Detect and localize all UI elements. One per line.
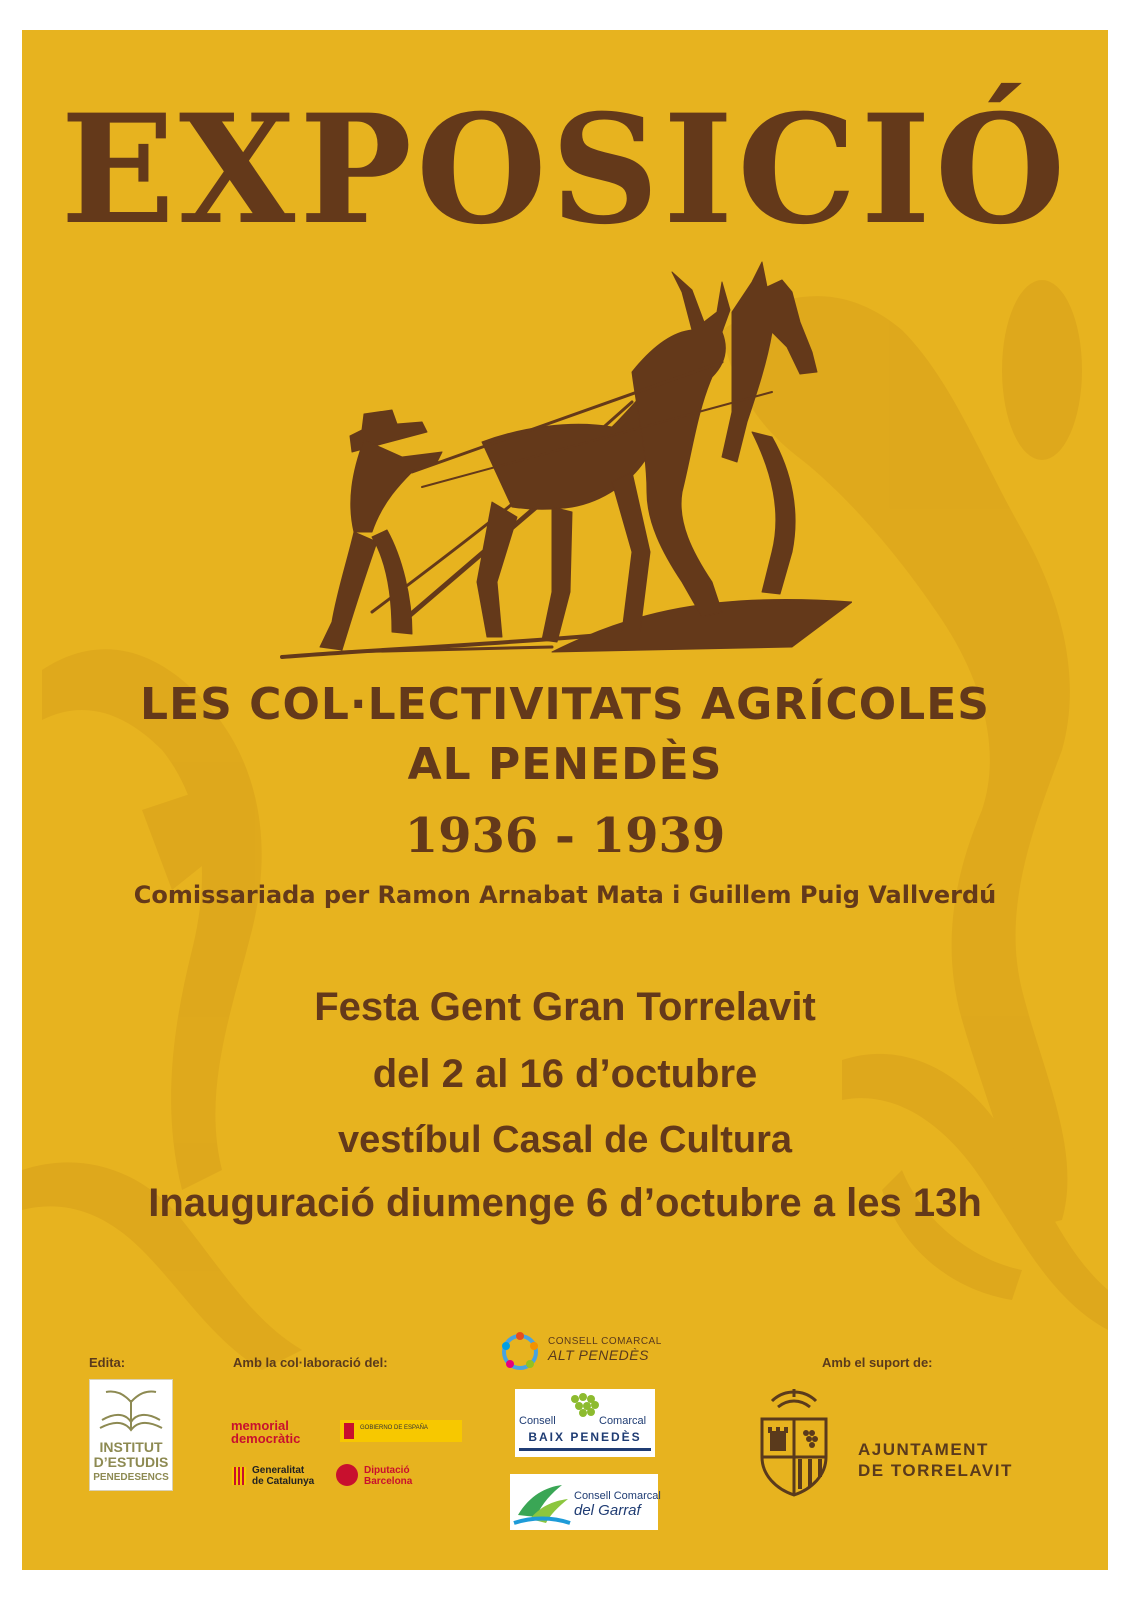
baix-penedes-underline (519, 1448, 651, 1451)
poster (22, 30, 1108, 1570)
circle-people-icon (498, 1330, 542, 1374)
baix-penedes-line-1a: Consell (519, 1415, 556, 1427)
ploughing-illustration (252, 252, 852, 682)
alt-penedes-line-2: ALT PENEDÈS (548, 1347, 649, 1363)
subtitle-line-1: LES COL·LECTIVITATS AGRÍCOLES (140, 679, 990, 730)
alt-penedes-line-1: CONSELL COMARCAL (548, 1336, 662, 1347)
exhibition-title: EXPOSICIÓ (60, 82, 1070, 258)
alt-penedes-logo (498, 1330, 668, 1374)
iep-line-2: D’ESTUDIS (93, 1454, 169, 1470)
event-opening: Inauguració diumenge 6 d’octubre a les 13h (148, 1181, 982, 1225)
curators-credit: Comissariada per Ramon Arnabat Mata i Guillem Puig Vallverdú (133, 881, 997, 909)
generalitat-line-2: de Catalunya (252, 1476, 315, 1487)
memorial-line-2: democràtic (231, 1431, 301, 1446)
baix-penedes-logo (515, 1389, 655, 1457)
memorial-democratic-logo (231, 1419, 300, 1445)
ajuntament-line-1: AJUNTAMENT (858, 1440, 989, 1459)
diputacio-line-1: Diputació (364, 1465, 410, 1476)
book-icon (90, 1380, 172, 1436)
event-venue: vestíbul Casal de Cultura (337, 1119, 792, 1161)
memorial-line-1: memorial (231, 1418, 289, 1433)
gobierno-text: GOBIERNO DE ESPAÑA (360, 1425, 428, 1431)
support-label: Amb el suport de: (822, 1355, 933, 1370)
gobierno-logo (340, 1420, 462, 1442)
collaboration-label: Amb la col·laboració del: (233, 1355, 388, 1370)
baix-penedes-line-1b: Comarcal (599, 1415, 647, 1427)
diputacio-seal-icon (336, 1464, 358, 1486)
iep-line-1: INSTITUT (99, 1439, 163, 1455)
years-range: 1936 - 1939 (404, 808, 726, 864)
iep-line-3: PENEDESENCS (93, 1472, 169, 1483)
shield-icon (344, 1423, 354, 1439)
event-name: Festa Gent Gran Torrelavit (314, 985, 816, 1029)
grapes-icon (567, 1391, 603, 1421)
event-dates: del 2 al 16 d’octubre (372, 1052, 758, 1096)
baix-penedes-line-2: BAIX PENEDÈS (528, 1430, 642, 1444)
diputacio-line-2: Barcelona (364, 1476, 413, 1487)
ajuntament-line-2: DE TORRELAVIT (858, 1461, 1013, 1480)
senyera-icon (232, 1467, 246, 1485)
garraf-line-1: Consell Comarcal (574, 1490, 661, 1502)
coat-of-arms-icon (754, 1387, 834, 1497)
ajuntament-logo (754, 1387, 1014, 1497)
edita-label: Edita: (89, 1355, 126, 1370)
garraf-line-2: del Garraf (574, 1502, 641, 1519)
subtitle-line-2: AL PENEDÈS (407, 739, 723, 790)
garraf-leaf-icon (512, 1477, 572, 1527)
iep-logo (89, 1379, 173, 1491)
garraf-logo (510, 1474, 661, 1530)
generalitat-line-1: Generalitat (252, 1465, 305, 1476)
